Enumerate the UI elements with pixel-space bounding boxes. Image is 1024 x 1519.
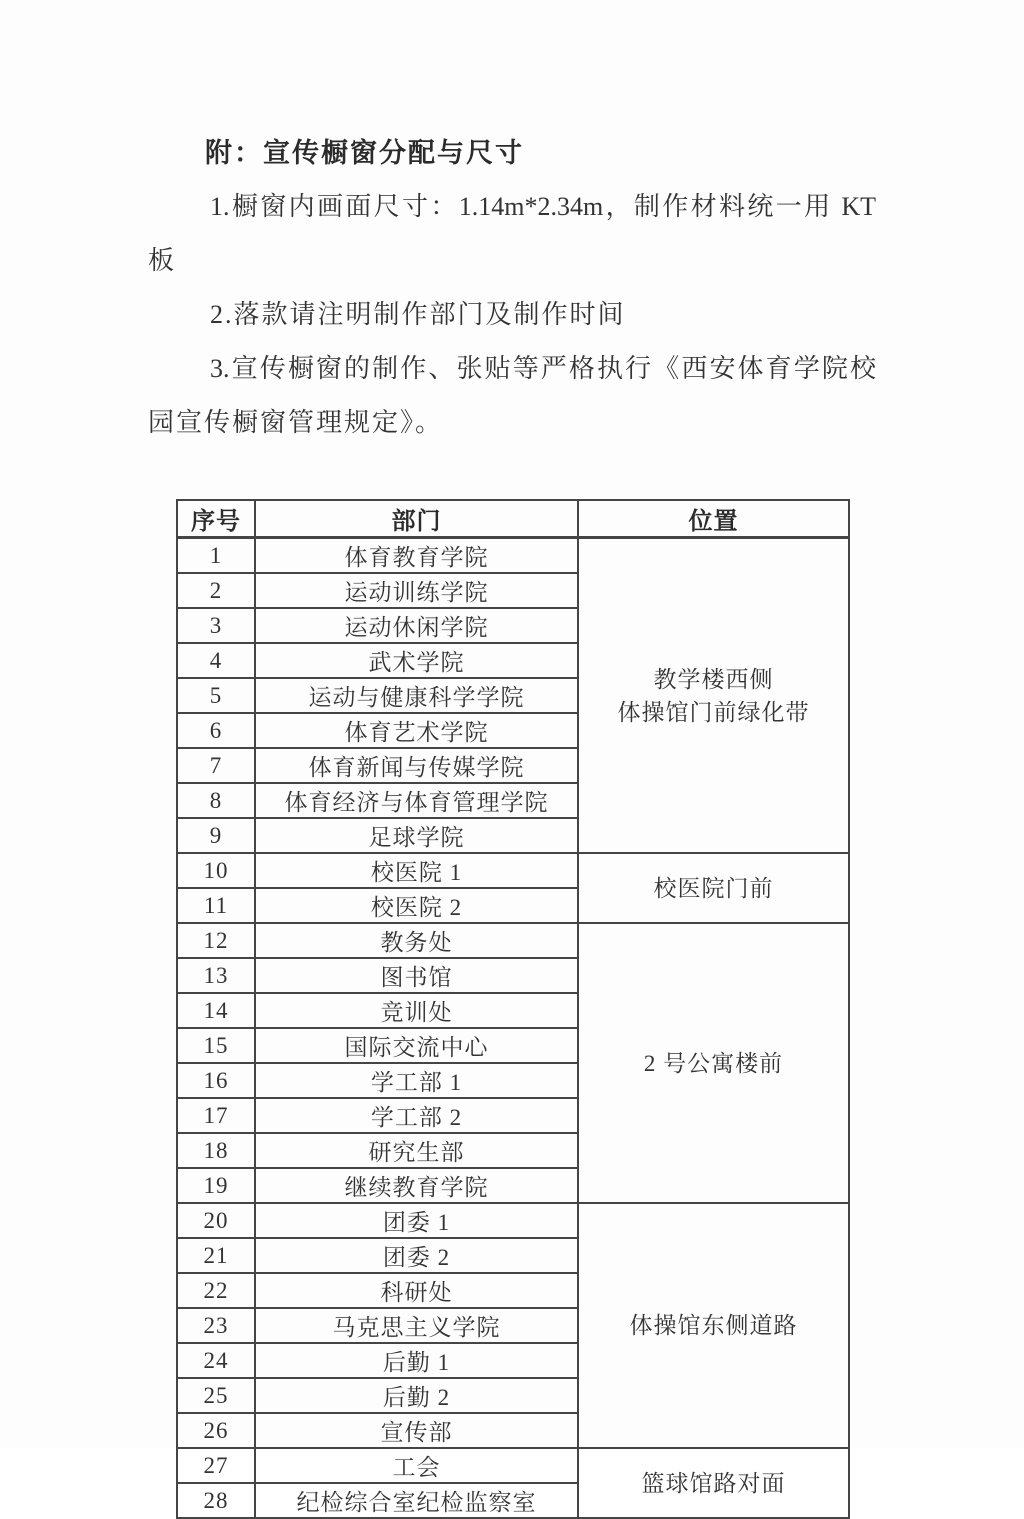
row-number-cell: 11 — [177, 888, 255, 923]
row-number-cell: 25 — [177, 1378, 255, 1413]
document-body — [148, 126, 876, 450]
row-number-cell: 15 — [177, 1028, 255, 1063]
row-number-cell: 14 — [177, 993, 255, 1028]
page-title: 附：宣传橱窗分配与尺寸 — [205, 138, 524, 168]
department-cell: 国际交流中心 — [255, 1028, 578, 1063]
location-cell — [578, 538, 849, 854]
body-line-5: 园宣传橱窗管理规定》。 — [148, 408, 444, 437]
body-line-2: 板 — [148, 246, 177, 275]
location-line: 体操馆东侧道路 — [629, 1313, 798, 1338]
table-row — [177, 923, 849, 958]
department-cell: 团委 2 — [255, 1238, 578, 1273]
department-cell: 运动训练学院 — [255, 573, 578, 608]
location-line: 体操馆门前绿化带 — [617, 699, 810, 725]
row-number-cell: 12 — [177, 923, 255, 958]
department-cell: 校医院 1 — [255, 853, 578, 888]
department-cell: 体育经济与体育管理学院 — [255, 783, 578, 818]
row-number-cell: 19 — [177, 1168, 255, 1203]
row-number-cell: 8 — [177, 783, 255, 818]
location-line: 2 号公寓楼前 — [643, 1050, 784, 1076]
row-number-cell: 2 — [177, 573, 255, 608]
department-cell: 运动休闲学院 — [255, 608, 578, 643]
row-number-cell: 28 — [177, 1483, 255, 1518]
department-cell: 团委 1 — [255, 1203, 578, 1238]
row-number-cell: 20 — [177, 1203, 255, 1238]
department-cell: 科研处 — [255, 1273, 578, 1308]
assignment-table-header — [177, 500, 849, 538]
department-cell: 马克思主义学院 — [255, 1308, 578, 1343]
row-number-cell: 5 — [177, 678, 255, 713]
col-header-location: 位置 — [578, 500, 849, 538]
department-cell: 教务处 — [255, 923, 578, 958]
department-cell: 纪检综合室纪检监察室 — [255, 1483, 578, 1518]
location-line: 教学楼西侧 — [653, 666, 774, 692]
row-number-cell: 21 — [177, 1238, 255, 1273]
row-number-cell: 9 — [177, 818, 255, 853]
row-number-cell: 10 — [177, 853, 255, 888]
row-number-cell: 6 — [177, 713, 255, 748]
department-cell: 工会 — [255, 1448, 578, 1483]
table-row — [177, 1203, 849, 1238]
department-cell: 运动与健康科学学院 — [255, 678, 578, 713]
department-cell: 学工部 2 — [255, 1098, 578, 1133]
body-line-4: 3.宣传橱窗的制作、张贴等严格执行《西安体育学院校 — [210, 354, 876, 383]
location-line: 校医院门前 — [653, 875, 774, 901]
location-cell — [578, 1448, 849, 1518]
row-number-cell: 18 — [177, 1133, 255, 1168]
department-cell: 宣传部 — [255, 1413, 578, 1448]
row-number-cell: 24 — [177, 1343, 255, 1378]
table-row — [177, 1448, 849, 1483]
row-number-cell: 4 — [177, 643, 255, 678]
body-paragraphs — [148, 180, 876, 450]
location-line: 篮球馆路对面 — [641, 1470, 786, 1496]
department-cell: 后勤 1 — [255, 1343, 578, 1378]
assignment-table-body — [177, 538, 849, 1519]
body-line-1: 1.橱窗内画面尺寸：1.14m*2.34m，制作材料统一用 KT — [210, 192, 876, 221]
row-number-cell: 13 — [177, 958, 255, 993]
col-header-department: 部门 — [255, 500, 578, 538]
row-number-cell: 23 — [177, 1308, 255, 1343]
table-row — [177, 853, 849, 888]
col-header-number: 序号 — [177, 500, 255, 538]
row-number-cell: 3 — [177, 608, 255, 643]
department-cell: 校医院 2 — [255, 888, 578, 923]
assignment-table — [176, 499, 850, 1519]
row-number-cell: 16 — [177, 1063, 255, 1098]
header-row — [177, 500, 849, 538]
department-cell: 竞训处 — [255, 993, 578, 1028]
department-cell: 图书馆 — [255, 958, 578, 993]
department-cell: 体育艺术学院 — [255, 713, 578, 748]
department-cell: 后勤 2 — [255, 1378, 578, 1413]
department-cell: 继续教育学院 — [255, 1168, 578, 1203]
table-row — [177, 538, 849, 574]
department-cell: 武术学院 — [255, 643, 578, 678]
department-cell: 足球学院 — [255, 818, 578, 853]
row-number-cell: 22 — [177, 1273, 255, 1308]
row-number-cell: 1 — [177, 538, 255, 574]
location-cell — [578, 1203, 849, 1448]
department-cell: 学工部 1 — [255, 1063, 578, 1098]
row-number-cell: 17 — [177, 1098, 255, 1133]
department-cell: 体育新闻与传媒学院 — [255, 748, 578, 783]
department-cell: 体育教育学院 — [255, 538, 578, 574]
location-cell — [578, 923, 849, 1203]
row-number-cell: 27 — [177, 1448, 255, 1483]
body-line-3: 2.落款请注明制作部门及制作时间 — [210, 300, 626, 329]
row-number-cell: 7 — [177, 748, 255, 783]
row-number-cell: 26 — [177, 1413, 255, 1448]
location-cell — [578, 853, 849, 923]
department-cell: 研究生部 — [255, 1133, 578, 1168]
